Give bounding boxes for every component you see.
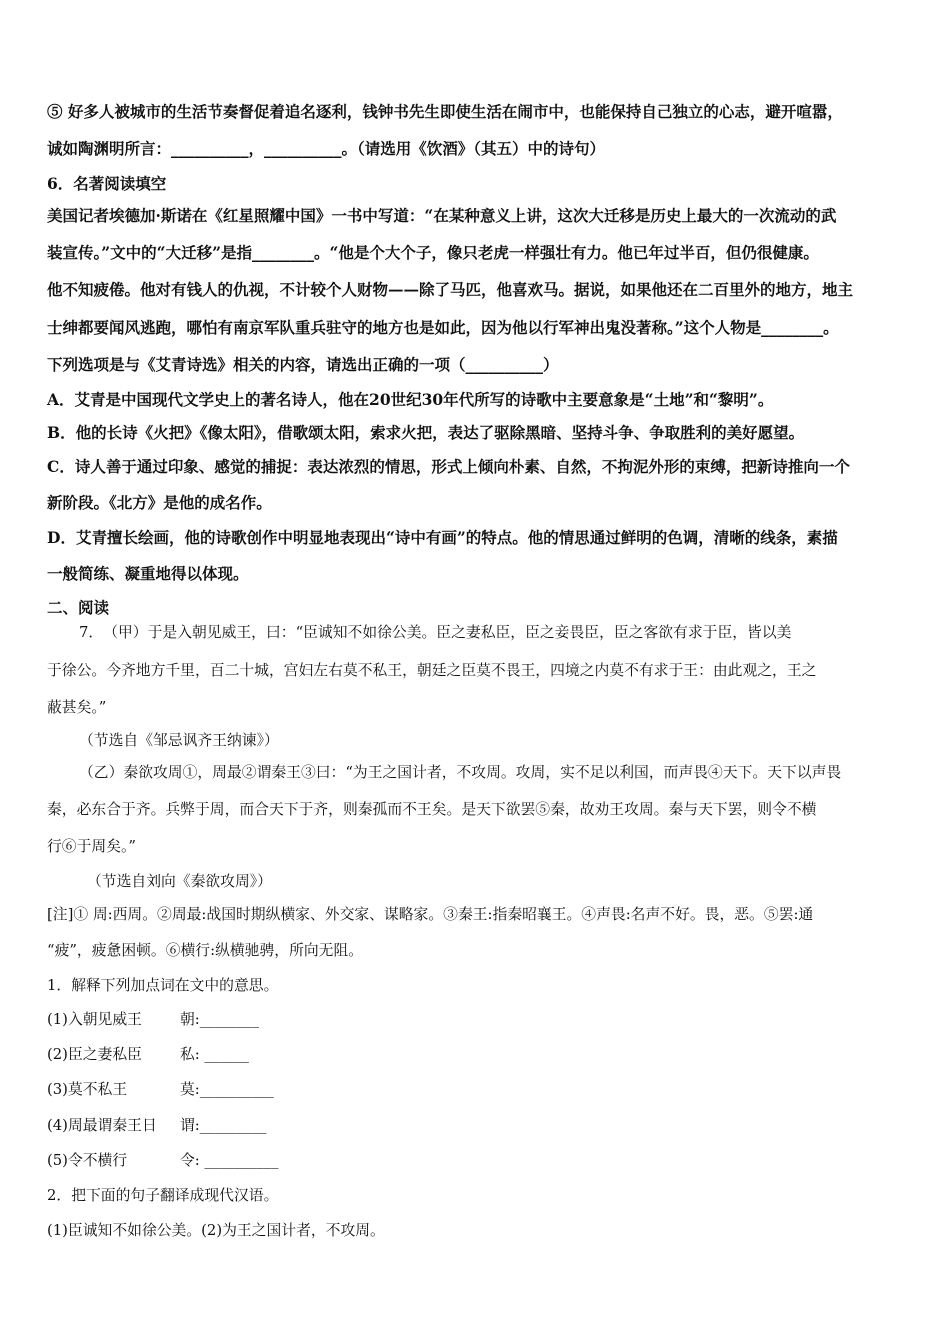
q6-option-c-cont: 新阶段。《北方》是他的成名作。 bbox=[47, 493, 272, 512]
vocab-phrase: (1)入朝见威王 bbox=[47, 1011, 142, 1028]
q6-option-a: A．艾青是中国现代文学史上的著名诗人，他在20世纪30年代所写的诗歌中主要意象是“土地”和“黎明”。 bbox=[47, 390, 774, 409]
vocab-answer-blank: 莫:__________ bbox=[180, 1081, 274, 1098]
q6-heading: 6．名著阅读填空 bbox=[47, 174, 167, 193]
vocab-answer-blank: 令: __________ bbox=[180, 1152, 279, 1169]
vocab-phrase: (3)莫不私王 bbox=[47, 1081, 128, 1098]
translation-sentences: (1)臣诚知不如徐公美。(2)为王之国计者，不攻周。 bbox=[47, 1222, 385, 1239]
vocab-item bbox=[47, 1013, 259, 1028]
source-citation-1: （节选自《邹忌讽齐王纳谏》） bbox=[79, 732, 279, 749]
vocab-item bbox=[47, 1048, 249, 1063]
q7-jia-line: 蔽甚矣。” bbox=[47, 699, 107, 716]
vocab-item bbox=[47, 1119, 266, 1134]
vocab-answer-blank: 谓:_________ bbox=[180, 1117, 267, 1134]
q7-yi-line: 行⑥于周矣。” bbox=[47, 838, 136, 855]
annotation-note-cont: “疲”，疲惫困顿。⑥横行:纵横驰骋，所向无阻。 bbox=[47, 942, 364, 959]
vocab-phrase: (2)臣之妻私臣 bbox=[47, 1046, 142, 1063]
q6-line: 装宣传。”文中的“大迁移”是指________。“他是个大个子，像只老虎一样强壮有力。他已年过半百，但仍很健康。 bbox=[47, 243, 819, 262]
q7-jia-line: 7． （甲）于是入朝见威王，曰：“臣诚知不如徐公美。臣之妻私臣，臣之妾畏臣，臣之客欲有求于臣，皆以美 bbox=[79, 624, 792, 641]
q6-option-d-cont: 一般简练、凝重地得以体现。 bbox=[47, 564, 249, 583]
q6-line: 士绅都要闻风逃跑，哪怕有南京军队重兵驻守的地方也是如此，因为他以行军神出鬼没著称。”这个人物是________。 bbox=[47, 318, 839, 337]
vocab-phrase: (4)周最谓秦王日 bbox=[47, 1117, 157, 1134]
q6-line: 他不知疲倦。他对有钱人的仇视，不计较个人财物——除了马匹，他喜欢马。据说，如果他还在二百里外的地方，地主 bbox=[47, 280, 854, 299]
q6-line: 美国记者埃德加·斯诺在《红星照耀中国》一书中写道：“在某种意义上讲，这次大迁移是历史上最大的一次流动的武 bbox=[47, 206, 837, 225]
vocab-item bbox=[47, 1083, 274, 1098]
sub-question-1: 1．解释下列加点词在文中的意思。 bbox=[47, 977, 279, 994]
annotation-note: [注]① 周:西周。②周最:战国时期纵横家、外交家、谋略家。③秦王:指秦昭襄王。④声畏:名声不好。畏，恶。⑤罢:通 bbox=[47, 906, 814, 923]
q7-jia-line: 于徐公。今齐地方千里，百二十城，宫妇左右莫不私王，朝廷之臣莫不畏王，四境之内莫不有求于王：由此观之，王之 bbox=[47, 662, 817, 679]
q6-option-b: B．他的长诗《火把》《像太阳》，借歌颂太阳，索求火把，表达了驱除黑暗、坚持斗争、争取胜利的美好愿望。 bbox=[47, 423, 805, 442]
vocab-phrase: (5)令不横行 bbox=[47, 1152, 128, 1169]
source-citation-2: （节选自刘向《秦欲攻周》） bbox=[87, 873, 272, 890]
q6-option-c: C．诗人善于通过印象、感觉的捕捉：表达浓烈的情思，形式上倾向朴素、自然，不拘泥外形的束缚，把新诗推向一个 bbox=[47, 457, 850, 476]
vocab-answer-blank: 朝:________ bbox=[180, 1011, 259, 1028]
q7-yi-line: （乙）秦欲攻周①，周最②谓秦王③曰：“为王之国计者，不攻周。攻周，实不足以利国，而声畏④天下。天下以声畏 bbox=[79, 764, 842, 781]
vocab-answer-blank: 私: ______ bbox=[180, 1046, 249, 1063]
q5-line-2: 诚如陶渊明所言：__________，__________。（请选用《饮酒》（其五）中的诗句） bbox=[47, 139, 606, 158]
section-heading: 二、阅读 bbox=[47, 598, 110, 617]
q5-line-1: ⑤ 好多人被城市的生活节奏督促着追名逐利，钱钟书先生即使生活在闹市中，也能保持自己独立的心志，避开喧嚣， bbox=[47, 102, 843, 121]
sub-question-2: 2．把下面的句子翻译成现代汉语。 bbox=[47, 1187, 279, 1204]
q6-line: 下列选项是与《艾青诗选》相关的内容，请选出正确的一项（__________） bbox=[47, 355, 559, 374]
q7-yi-line: 秦，必东合于齐。兵弊于周，而合天下于齐，则秦孤而不王矣。是天下欲罢⑤秦，故劝王攻周。秦与天下罢，则令不横 bbox=[47, 801, 817, 818]
vocab-item bbox=[47, 1154, 278, 1169]
q6-option-d: D．艾青擅长绘画，他的诗歌创作中明显地表现出“诗中有画”的特点。他的情思通过鲜明的色调，清晰的线条，素描 bbox=[47, 528, 838, 547]
